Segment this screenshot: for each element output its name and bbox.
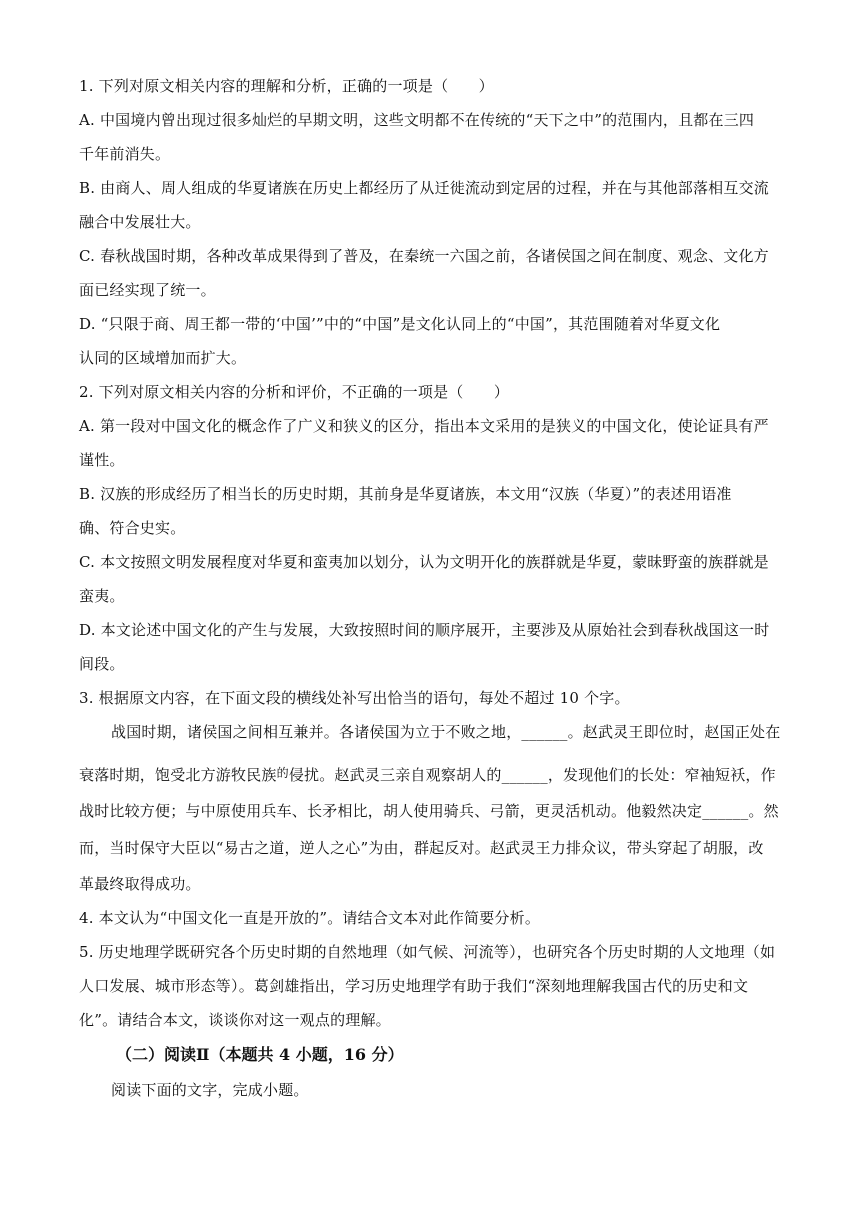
q1-stem: 1. 下列对原文相关内容的理解和分析，正确的一项是（ ） [79, 77, 494, 95]
q3-passage-line2-part2: 侵扰。赵武灵三亲自观察胡人的______，发现他们的长处：窄袖短袄，作 [288, 766, 776, 784]
q2-option-d-line1: D. 本文论述中国文化的产生与发展，大致按照时间的顺序展开，主要涉及从原始社会到春秋战国这一时 [79, 621, 770, 639]
q1-option-b-line2: 融合中发展壮大。 [79, 213, 201, 231]
q5-line3: 化”。请结合本文，谈谈你对这一观点的理解。 [79, 1011, 391, 1029]
q1-option-b-line1: B. 由商人、周人组成的华夏诸族在历史上都经历了从迁徙流动到定居的过程，并在与其他部落相互交流 [79, 179, 769, 197]
q1-option-c-line2: 面已经实现了统一。 [79, 281, 216, 299]
q1-option-c-line1: C. 春秋战国时期，各种改革成果得到了普及，在秦统一六国之前，各诸侯国之间在制度、观念、文化方 [79, 247, 769, 265]
q2-option-a-line2: 谨性。 [79, 451, 125, 469]
q1-option-a-line2: 千年前消失。 [79, 145, 171, 163]
q3-passage-line5: 革最终取得成功。 [79, 875, 201, 893]
q2-option-c-line2: 蛮夷。 [79, 587, 125, 605]
q5-line1: 5. 历史地理学既研究各个历史时期的自然地理（如气候、河流等），也研究各个历史时期的人文地理（如 [79, 943, 776, 961]
q3-passage-line3: 战时比较方便；与中原使用兵车、长矛相比，胡人使用骑兵、弓箭，更灵活机动。他毅然决定______。然 [79, 802, 779, 820]
q3-passage-line4: 而，当时保守大臣以“易古之道，逆人之心”为由，群起反对。赵武灵王力排众议，带头穿起了胡服，改 [79, 839, 764, 857]
q2-option-b-line2: 确、符合史实。 [79, 519, 186, 537]
section-heading: （二）阅读Ⅱ（本题共 4 小题，16 分） [116, 1045, 404, 1064]
q3-passage-line1: 战国时期，诸侯国之间相互兼并。各诸侯国为立于不败之地，______。赵武灵王即位时，赵国正处在 [111, 723, 781, 741]
q1-option-d-line1: D. “只限于商、周王都一带的‘中国’”中的“中国”是文化认同上的“中国”，其范围随着对华夏文化 [79, 315, 721, 333]
q2-option-d-line2: 间段。 [79, 655, 125, 673]
section-instruction: 阅读下面的文字，完成小题。 [111, 1081, 309, 1099]
q2-option-a-line1: A. 第一段对中国文化的概念作了广义和狭义的区分，指出本文采用的是狭义的中国文化，使论证具有严 [79, 417, 769, 435]
q3-passage-line2-particle: 的 [276, 766, 289, 780]
q3-passage-line2-part1: 衰落时期，饱受北方游牧民族 [79, 766, 277, 784]
q2-option-c-line1: C. 本文按照文明发展程度对华夏和蛮夷加以划分，认为文明开化的族群就是华夏，蒙昧野蛮的族群就是 [79, 553, 769, 571]
q3-passage-line2 [79, 763, 776, 785]
q3-stem: 3. 根据原文内容，在下面文段的横线处补写出恰当的语句，每处不超过 10 个字。 [79, 689, 630, 707]
q2-option-b-line1: B. 汉族的形成经历了相当长的历史时期，其前身是华夏诸族，本文用“汉族（华夏）”的表述用语准 [79, 485, 732, 503]
q2-stem: 2. 下列对原文相关内容的分析和评价，不正确的一项是（ ） [79, 383, 510, 401]
q1-option-a-line1: A. 中国境内曾出现过很多灿烂的早期文明，这些文明都不在传统的“天下之中”的范围内，且都在三四 [79, 111, 755, 129]
q5-line2: 人口发展、城市形态等）。葛剑雄指出，学习历史地理学有助于我们“深刻地理解我国古代的历史和文 [79, 977, 749, 995]
q1-option-d-line2: 认同的区域增加而扩大。 [79, 349, 247, 367]
q4-stem: 4. 本文认为“中国文化一直是开放的”。请结合文本对此作简要分析。 [79, 909, 541, 927]
